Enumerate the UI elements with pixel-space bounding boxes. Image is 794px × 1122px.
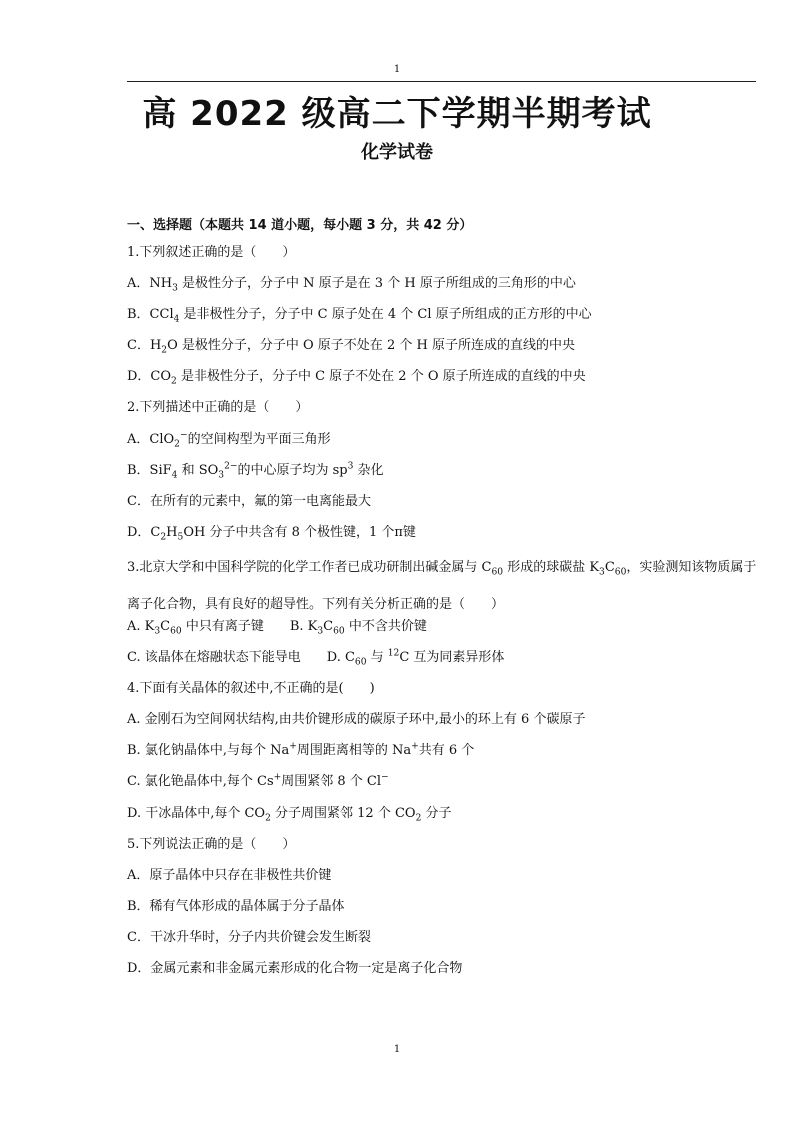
question-5-option-b: B．稀有气体形成的晶体属于分子晶体 xyxy=(127,899,345,914)
question-1-option-b: B．CCl$_4$ 是非极性分子，分子中 C 原子处在 4 个 Cl 原子所组成的正方形的中心 xyxy=(127,307,592,325)
question-2-option-c: C．在所有的元素中，氟的第一电离能最大 xyxy=(127,494,371,509)
question-1-option-a: A．$NH_3$ 是极性分子，分子中 N 原子是在 3 个 H 原子所组成的三角形的中心 xyxy=(127,276,576,294)
question-3-options-cd: C. 该晶体在熔融状态下能导电 D. $C_{60}$ 与 $^{12}$C 互为同素异形体 xyxy=(127,648,505,668)
question-2-stem: 2.下列描述中正确的是（ ） xyxy=(127,400,309,415)
exam-subtitle: 化学试卷 xyxy=(361,142,433,163)
question-3-stem: 3.北京大学和中国科学院的化学工作者已成功研制出碱金属与 $C_{60}$ 形成的球碳盐 $K_3C_{60}$，实验测知该物质属于离子化合物，具有良好的超导性。下列有关分析正确的是（ ） xyxy=(127,560,757,612)
question-4-option-a: A. 金刚石为空间网状结构,由共价键形成的碳原子环中,最小的环上有 6 个碳原子 xyxy=(127,712,586,727)
question-3-options-ab: A. $K_3C_{60}$ 中只有离子键 B. $K_3C_{60}$ 中不含共价键 xyxy=(127,619,427,637)
section-heading: 一、选择题（本题共 14 道小题，每小题 3 分，共 42 分） xyxy=(127,218,473,233)
question-2-option-b: B．SiF$_4$ 和 $SO_3^{2-}$的中心原子均为 $sp^3$ 杂化 xyxy=(127,461,384,481)
question-5-stem: 5.下列说法正确的是（ ） xyxy=(127,837,296,852)
question-4-option-c: C. 氯化铯晶体中,每个 Cs+周围紧邻 8 个 Cl− xyxy=(127,772,389,789)
footer-page-number: 1 xyxy=(393,1044,401,1055)
header-page-number: 1 xyxy=(393,64,401,75)
question-1-stem: 1.下列叙述正确的是（ ） xyxy=(127,245,296,260)
question-1-option-c: C．$H_2O$ 是极性分子，分子中 O 原子不处在 2 个 H 原子所连成的直线的中央 xyxy=(127,338,575,356)
header-divider xyxy=(127,81,756,82)
question-2-option-d: D．$C_2H_5OH$ 分子中共含有 8 个极性键，1 个π键 xyxy=(127,525,416,543)
question-5-option-c: C．干冰升华时，分子内共价键会发生断裂 xyxy=(127,930,371,945)
question-2-option-a: A．ClO$_2$−的空间构型为平面三角形 xyxy=(127,430,331,450)
question-4-option-b: B. 氯化钠晶体中,与每个 Na+周围距离相等的 Na+共有 6 个 xyxy=(127,741,475,758)
question-5-option-d: D．金属元素和非金属元素形成的化合物一定是离子化合物 xyxy=(127,961,463,976)
question-4-option-d: D. 干冰晶体中,每个 $CO_2$ 分子周围紧邻 12 个 $CO_2$ 分子 xyxy=(127,806,452,824)
question-1-option-d: D．$CO_2$ 是非极性分子，分子中 C 原子不处在 2 个 O 原子所连成的直线的中央 xyxy=(127,369,586,387)
question-4-stem: 4.下面有关晶体的叙述中,不正确的是( ) xyxy=(127,681,375,696)
exam-title: 高 2022 级高二下学期半期考试 xyxy=(142,94,652,134)
question-5-option-a: A．原子晶体中只存在非极性共价键 xyxy=(127,868,332,883)
